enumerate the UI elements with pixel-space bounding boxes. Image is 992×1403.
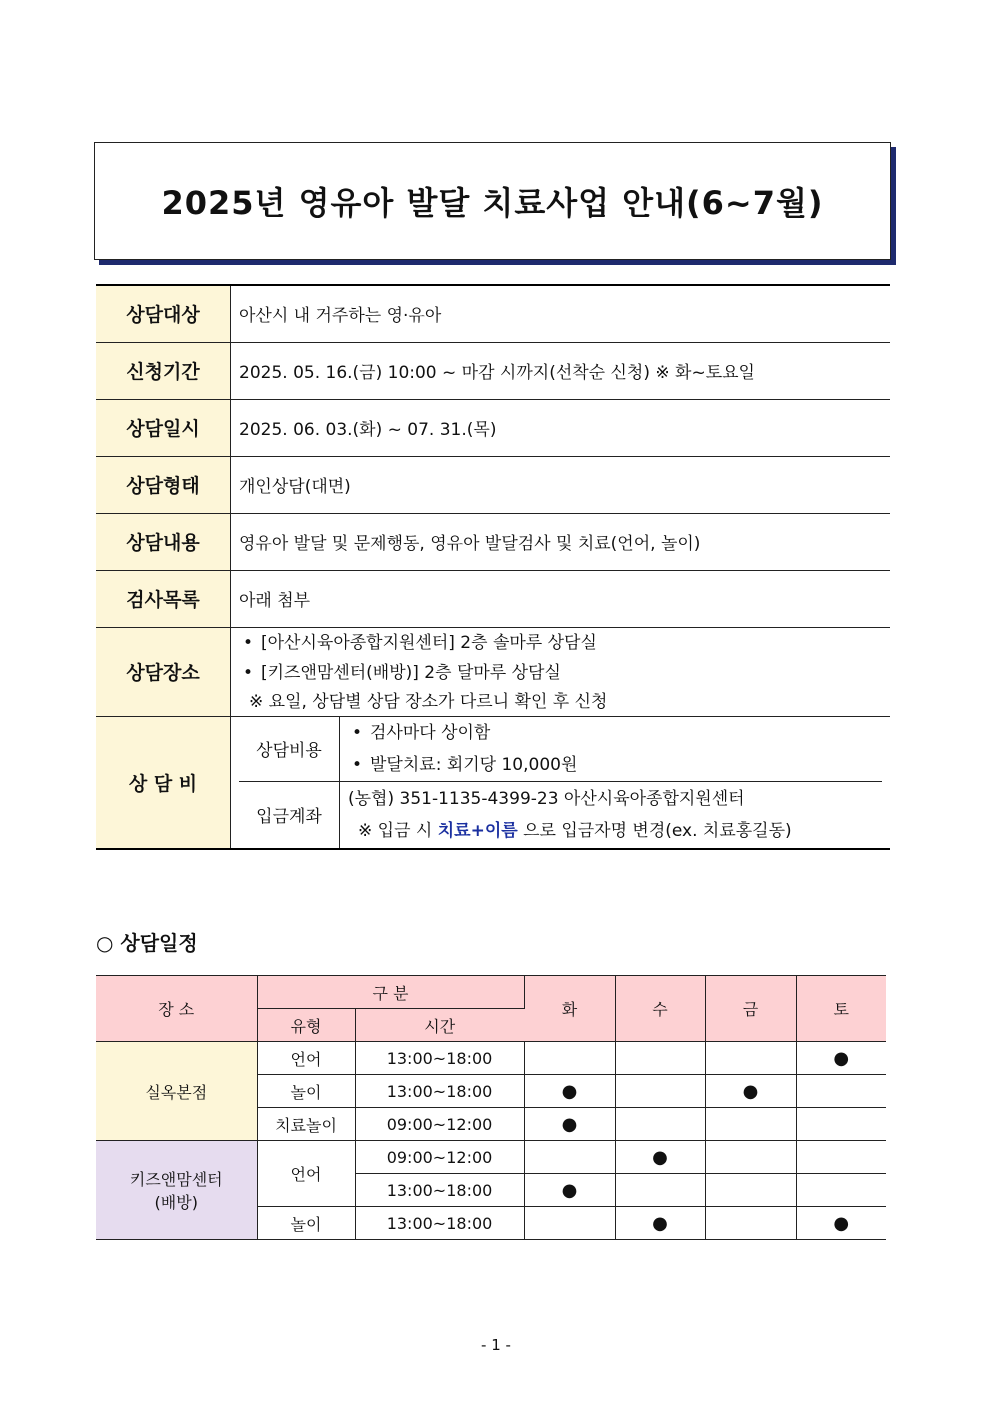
page-number: - 1 - — [481, 1336, 511, 1354]
cost-label: 상담비용 — [239, 717, 340, 782]
target-label: 상담대상 — [96, 285, 231, 342]
schedule-dot-icon: ● — [742, 1080, 759, 1102]
tests-label: 검사목록 — [96, 570, 231, 627]
location-cell: 실옥본점 — [96, 1042, 257, 1141]
place-label: 상담장소 — [96, 627, 231, 716]
day-cell-active — [796, 1042, 886, 1075]
type-cell: 언어 — [257, 1042, 355, 1075]
account-number: (농협) 351-1135-4399-23 아산시육아종합지원센터 — [348, 788, 745, 809]
location-cell: 키즈앤맘센터 (배방) — [96, 1141, 257, 1240]
type-cell: 놀이 — [257, 1207, 355, 1240]
cost-item: • 발달치료: 회기당 10,000원 — [351, 754, 578, 775]
header-day: 금 — [705, 976, 796, 1042]
day-cell-empty — [796, 1108, 886, 1141]
schedule-table — [96, 975, 886, 1240]
day-cell-empty — [705, 1108, 796, 1141]
day-cell-empty — [796, 1075, 886, 1108]
type-cell: 놀이 — [257, 1075, 355, 1108]
day-cell-empty — [615, 1108, 705, 1141]
day-cell-empty — [524, 1207, 615, 1240]
page-title: 2025년 영유아 발달 치료사업 안내(6~7월) — [161, 184, 824, 222]
schedule-row — [96, 1141, 886, 1174]
apply-label: 신청기간 — [96, 342, 231, 399]
place-item: • [키즈앤맘센터(배방)] 2층 달마루 상담실 — [242, 662, 561, 683]
day-cell-empty — [524, 1141, 615, 1174]
type-label: 상담형태 — [96, 456, 231, 513]
header-day: 토 — [796, 976, 886, 1042]
day-cell-empty — [705, 1207, 796, 1240]
day-cell-empty — [615, 1042, 705, 1075]
schedule-row — [96, 1042, 886, 1075]
account-label: 입금계좌 — [239, 782, 340, 848]
schedule-dot-icon: ● — [652, 1146, 668, 1168]
header-category: 구 분 — [257, 976, 524, 1009]
schedule-dot-icon: ● — [833, 1212, 850, 1234]
time-cell: 13:00~18:00 — [355, 1174, 524, 1207]
day-cell-empty — [615, 1075, 705, 1108]
place-item: • [아산시육아종합지원센터] 2층 솔마루 상담실 — [242, 632, 597, 653]
time-cell: 13:00~18:00 — [355, 1075, 524, 1108]
day-cell-empty — [615, 1174, 705, 1207]
place-note: ※ 요일, 상담별 상담 장소가 다르니 확인 후 신청 — [249, 691, 608, 712]
header-day: 수 — [615, 976, 705, 1042]
info-table — [96, 284, 890, 850]
date-value: 2025. 06. 03.(화) ~ 07. 31.(목) — [231, 399, 891, 456]
time-cell: 09:00~12:00 — [355, 1141, 524, 1174]
header-day: 화 — [524, 976, 615, 1042]
apply-value: 2025. 05. 16.(금) 10:00 ~ 마감 시까지(선착순 신청) ※ 화~토요일 — [231, 342, 891, 399]
place-cell — [231, 627, 891, 716]
cost-item: • 검사마다 상이함 — [351, 722, 491, 743]
day-cell-empty — [524, 1042, 615, 1075]
title-box — [94, 142, 891, 260]
schedule-section-title: ○ 상담일정 — [96, 931, 198, 955]
type-cell: 언어 — [257, 1141, 355, 1207]
account-cell — [340, 782, 883, 848]
day-cell-active — [796, 1207, 886, 1240]
day-cell-empty — [796, 1141, 886, 1174]
target-value: 아산시 내 거주하는 영·유아 — [239, 306, 442, 327]
time-cell: 13:00~18:00 — [355, 1207, 524, 1240]
header-time: 시간 — [355, 1009, 524, 1042]
time-cell: 13:00~18:00 — [355, 1042, 524, 1075]
day-cell-empty — [796, 1174, 886, 1207]
cost-items — [340, 717, 883, 782]
schedule-dot-icon: ● — [561, 1080, 578, 1102]
account-note: ※ 입금 시 치료+이름 으로 입금자명 변경(ex. 치료홍길동) — [358, 820, 792, 841]
day-cell-active — [615, 1207, 705, 1240]
content-label: 상담내용 — [96, 513, 231, 570]
schedule-dot-icon: ● — [561, 1179, 578, 1201]
time-cell: 09:00~12:00 — [355, 1108, 524, 1141]
day-cell-empty — [705, 1141, 796, 1174]
day-cell-active — [524, 1075, 615, 1108]
fee-cell — [231, 716, 891, 849]
day-cell-active — [524, 1108, 615, 1141]
fee-subtable — [239, 717, 882, 848]
fee-label: 상 담 비 — [96, 716, 231, 849]
day-cell-active — [705, 1075, 796, 1108]
tests-value: 아래 첨부 — [231, 570, 891, 627]
highlight-text: 치료+이름 — [437, 820, 518, 841]
header-place: 장 소 — [96, 976, 257, 1042]
schedule-dot-icon: ● — [652, 1212, 668, 1234]
type-cell: 치료놀이 — [257, 1108, 355, 1141]
schedule-dot-icon: ● — [561, 1113, 578, 1135]
day-cell-empty — [705, 1042, 796, 1075]
schedule-dot-icon: ● — [833, 1047, 850, 1069]
type-value: 개인상담(대면) — [231, 456, 891, 513]
day-cell-active — [615, 1141, 705, 1174]
day-cell-active — [524, 1174, 615, 1207]
day-cell-empty — [705, 1174, 796, 1207]
content-value: 영유아 발달 및 문제행동, 영유아 발달검사 및 치료(언어, 놀이) — [231, 513, 891, 570]
date-label: 상담일시 — [96, 399, 231, 456]
header-type: 유형 — [257, 1009, 355, 1042]
